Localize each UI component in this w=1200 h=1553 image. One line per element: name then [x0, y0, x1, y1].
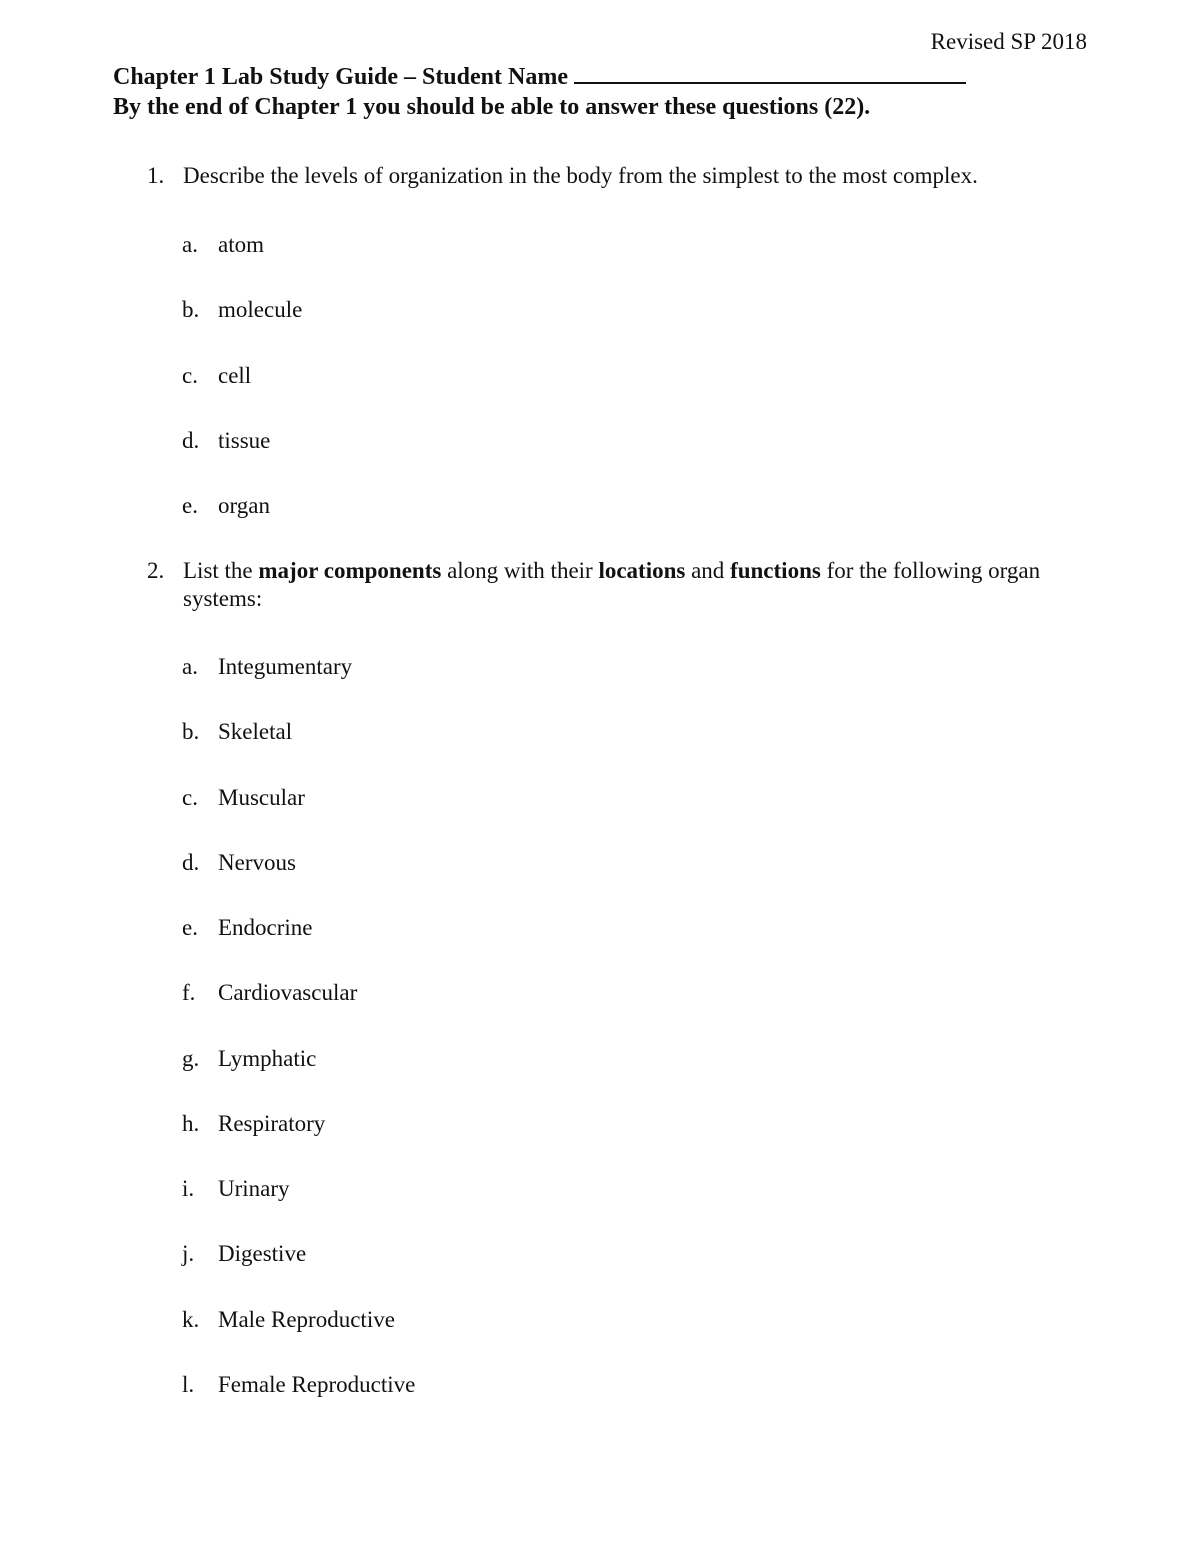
- student-name-blank[interactable]: [574, 60, 966, 84]
- list-item: [182, 1306, 395, 1334]
- item-label: Endocrine: [218, 915, 313, 940]
- item-label: Female Reproductive: [218, 1372, 416, 1397]
- list-item: [182, 849, 296, 877]
- question-1: [147, 162, 1087, 190]
- list-item: [182, 718, 292, 746]
- item-letter: a.: [182, 654, 198, 679]
- list-item: [182, 362, 251, 390]
- list-item: [182, 1110, 325, 1138]
- document-header: [113, 60, 966, 122]
- list-item: [182, 784, 305, 812]
- text-fragment: for the following organ systems:: [183, 558, 1041, 611]
- item-letter: g.: [182, 1046, 200, 1071]
- item-label: Lymphatic: [218, 1046, 317, 1071]
- bold-term: major components: [258, 558, 442, 583]
- item-label: Integumentary: [218, 654, 353, 679]
- item-label: Male Reproductive: [218, 1307, 395, 1332]
- item-label: Cardiovascular: [218, 980, 358, 1005]
- page-title: Chapter 1 Lab Study Guide – Student Name: [113, 64, 568, 90]
- item-letter: i.: [182, 1176, 195, 1201]
- text-fragment: and: [685, 558, 731, 583]
- item-label: Digestive: [218, 1241, 307, 1266]
- item-letter: c.: [182, 785, 198, 810]
- question-text: Describe the levels of organization in the body from the simplest to the most complex.: [183, 163, 978, 188]
- list-item: [182, 231, 264, 259]
- list-item: [182, 1371, 415, 1399]
- item-letter: d.: [182, 428, 200, 453]
- item-letter: b.: [182, 719, 200, 744]
- item-letter: e.: [182, 915, 198, 940]
- item-letter: k.: [182, 1307, 200, 1332]
- item-label: molecule: [218, 297, 303, 322]
- bold-term: functions: [730, 558, 821, 583]
- question-number: 2.: [147, 558, 165, 583]
- item-label: Respiratory: [218, 1111, 326, 1136]
- item-label: Muscular: [218, 785, 305, 810]
- item-label: organ: [218, 493, 270, 518]
- list-item: [182, 492, 270, 520]
- item-letter: j.: [182, 1241, 195, 1266]
- list-item: [182, 427, 270, 455]
- list-item: [182, 653, 352, 681]
- item-label: Urinary: [218, 1176, 290, 1201]
- question-2: [147, 557, 1087, 613]
- list-item: [182, 296, 302, 324]
- item-letter: h.: [182, 1111, 200, 1136]
- item-letter: l.: [182, 1372, 195, 1397]
- item-letter: d.: [182, 850, 200, 875]
- text-fragment: List the: [183, 558, 259, 583]
- list-item: [182, 1045, 316, 1073]
- subtitle: By the end of Chapter 1 you should be able to answer these questions (22).: [113, 94, 871, 120]
- question-text: [183, 557, 1087, 613]
- item-letter: b.: [182, 297, 200, 322]
- item-letter: c.: [182, 363, 198, 388]
- list-item: [182, 914, 313, 942]
- list-item: [182, 1175, 290, 1203]
- item-label: tissue: [218, 428, 271, 453]
- item-letter: f.: [182, 980, 196, 1005]
- item-label: Skeletal: [218, 719, 293, 744]
- bold-term: locations: [598, 558, 686, 583]
- list-item: [182, 979, 357, 1007]
- title-line: [113, 60, 966, 92]
- revision-note: Revised SP 2018: [930, 29, 1087, 54]
- item-letter: a.: [182, 232, 198, 257]
- item-label: atom: [218, 232, 264, 257]
- text-fragment: along with their: [441, 558, 599, 583]
- list-item: [182, 1240, 306, 1268]
- item-label: Nervous: [218, 850, 296, 875]
- item-label: cell: [218, 363, 252, 388]
- item-letter: e.: [182, 493, 198, 518]
- question-number: 1.: [147, 163, 165, 188]
